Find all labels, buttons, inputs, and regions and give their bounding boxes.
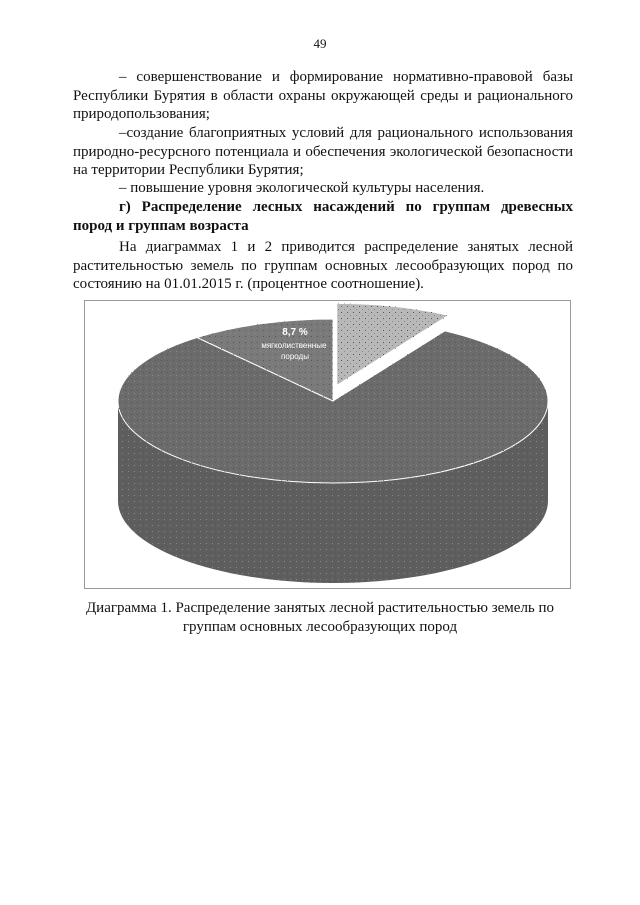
figure-caption: Диаграмма 1. Распределение занятых лесной растительностью земель по группам основных лесообразующих пород bbox=[85, 600, 555, 635]
section-heading: г) Распределение лесных насаждений по группам древесных пород и группам возраста bbox=[73, 199, 573, 234]
pie-slices bbox=[118, 303, 548, 583]
pie-chart-svg bbox=[85, 301, 572, 590]
page-number: 49 bbox=[313, 36, 327, 51]
bullet-item: – повышение уровня экологической культуры населения. bbox=[119, 180, 485, 196]
slice-category-label-line-2: породы bbox=[281, 352, 309, 361]
slice-value-label: 8,7 % bbox=[282, 327, 308, 338]
bullet-item: –создание благоприятных условий для рационального использования природно-ресурсного потенциала и обеспечения экологической безопасности на территории Республики Бурятия; bbox=[73, 125, 573, 178]
pie-chart bbox=[84, 300, 571, 589]
slice-category-label-line-1: мягколиственные bbox=[261, 341, 327, 350]
intro-paragraph: На диаграммах 1 и 2 приводится распределение занятых лесной растительностью земель по группам основных лесообразующих пород по состоянию на 01.01.2015 г. (процентное соотношение). bbox=[73, 239, 573, 292]
bullet-item: – совершенствование и формирование нормативно-правовой базы Республики Бурятия в области охраны окружающей среды и рационального природопользования; bbox=[73, 69, 573, 122]
